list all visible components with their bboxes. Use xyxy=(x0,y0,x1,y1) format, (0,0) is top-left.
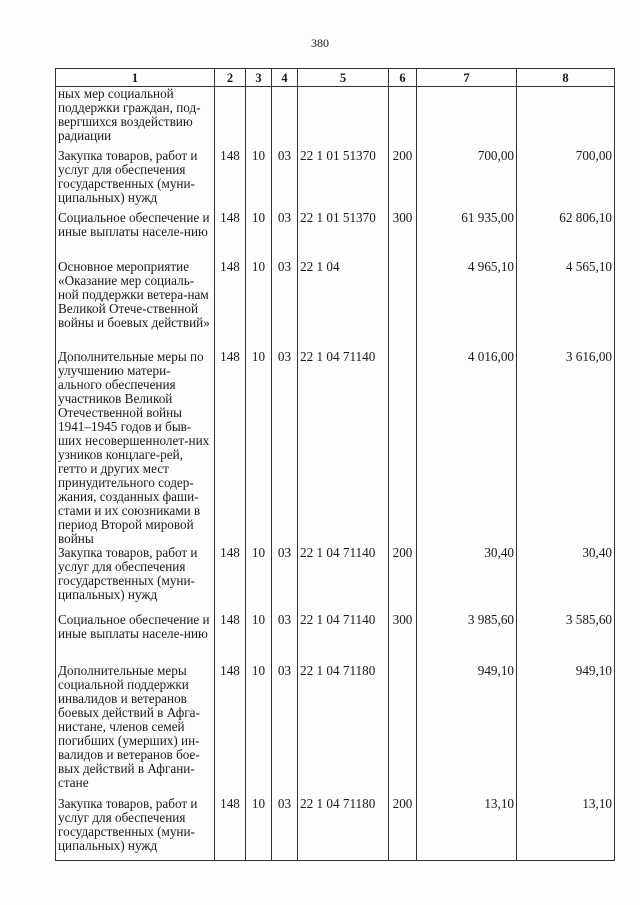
cell-target-article: 22 1 04 71140 xyxy=(298,350,389,546)
cell-expense-type xyxy=(389,87,417,149)
cell-subsection: 03 xyxy=(272,350,298,546)
budget-table xyxy=(55,68,615,861)
cell-amount-8 xyxy=(517,87,615,149)
cell-section: 10 xyxy=(246,149,272,211)
cell-admin: 148 xyxy=(215,149,246,211)
cell-expense-type: 300 xyxy=(389,211,417,260)
cell-subsection: 03 xyxy=(272,260,298,350)
table-row xyxy=(56,797,615,861)
cell-section: 10 xyxy=(246,350,272,546)
cell-amount-7: 4 016,00 xyxy=(417,350,517,546)
cell-amount-7: 949,10 xyxy=(417,664,517,797)
cell-amount-8: 62 806,10 xyxy=(517,211,615,260)
cell-expense-type xyxy=(389,350,417,546)
cell-target-article: 22 1 04 71180 xyxy=(298,797,389,861)
cell-subsection: 03 xyxy=(272,211,298,260)
table-row xyxy=(56,211,615,260)
column-header: 5 xyxy=(298,69,389,87)
cell-section: 10 xyxy=(246,797,272,861)
cell-section: 10 xyxy=(246,546,272,613)
column-header: 4 xyxy=(272,69,298,87)
cell-amount-8: 3 585,60 xyxy=(517,613,615,664)
cell-section: 10 xyxy=(246,260,272,350)
cell-amount-7: 30,40 xyxy=(417,546,517,613)
cell-amount-7 xyxy=(417,87,517,149)
cell-amount-7: 13,10 xyxy=(417,797,517,861)
header-row xyxy=(56,69,615,87)
cell-admin: 148 xyxy=(215,211,246,260)
cell-amount-8: 4 565,10 xyxy=(517,260,615,350)
column-header: 8 xyxy=(517,69,615,87)
cell-section: 10 xyxy=(246,664,272,797)
cell-target-article: 22 1 04 71140 xyxy=(298,613,389,664)
cell-expense-type: 200 xyxy=(389,797,417,861)
column-header: 6 xyxy=(389,69,417,87)
row-name: Социальное обеспечение и иные выплаты населе-нию xyxy=(56,613,215,664)
cell-target-article: 22 1 04 71140 xyxy=(298,546,389,613)
cell-target-article: 22 1 04 xyxy=(298,260,389,350)
cell-amount-7: 61 935,00 xyxy=(417,211,517,260)
row-name: Дополнительные меры социальной поддержки инвалидов и ветеранов боевых действий в Афга-нистане, членов семей погибших (умерших) ин-валидов и ветеранов бое-вых действий в Афгани-стане xyxy=(56,664,215,797)
row-name: Социальное обеспечение и иные выплаты населе-нию xyxy=(56,211,215,260)
cell-amount-7: 3 985,60 xyxy=(417,613,517,664)
cell-subsection: 03 xyxy=(272,613,298,664)
cell-amount-8: 13,10 xyxy=(517,797,615,861)
column-header: 3 xyxy=(246,69,272,87)
cell-expense-type xyxy=(389,260,417,350)
table-row xyxy=(56,87,615,149)
cell-subsection xyxy=(272,87,298,149)
cell-admin: 148 xyxy=(215,613,246,664)
cell-expense-type: 200 xyxy=(389,149,417,211)
cell-amount-8: 3 616,00 xyxy=(517,350,615,546)
cell-target-article xyxy=(298,87,389,149)
cell-amount-8: 700,00 xyxy=(517,149,615,211)
cell-expense-type xyxy=(389,664,417,797)
table-row xyxy=(56,350,615,546)
cell-subsection: 03 xyxy=(272,664,298,797)
cell-admin: 148 xyxy=(215,350,246,546)
cell-target-article: 22 1 01 51370 xyxy=(298,149,389,211)
row-name: Дополнительные меры по улучшению матери-ального обеспечения участников Великой Отечественной войны 1941–1945 годов и быв-ших несовершеннолет-них узников концлаге-рей, гетто и других мест принудительного содер-жания, созданных фаши-стами и их союзниками в период Второй мировой войны xyxy=(56,350,215,546)
cell-section: 10 xyxy=(246,211,272,260)
cell-subsection: 03 xyxy=(272,149,298,211)
cell-subsection: 03 xyxy=(272,797,298,861)
row-name: Закупка товаров, работ и услуг для обеспечения государственных (муни-ципальных) нужд xyxy=(56,797,215,861)
row-name: Основное мероприятие «Оказание мер социаль-ной поддержки ветера-нам Великой Отече-ственной войны и боевых действий» xyxy=(56,260,215,350)
cell-admin: 148 xyxy=(215,797,246,861)
table-row xyxy=(56,546,615,613)
cell-section xyxy=(246,87,272,149)
cell-amount-8: 949,10 xyxy=(517,664,615,797)
row-name: ных мер социальной поддержки граждан, под-вергшихся воздействию радиации xyxy=(56,87,215,149)
cell-amount-7: 4 965,10 xyxy=(417,260,517,350)
cell-section: 10 xyxy=(246,613,272,664)
table-row xyxy=(56,260,615,350)
column-header: 7 xyxy=(417,69,517,87)
column-header: 1 xyxy=(56,69,215,87)
cell-amount-7: 700,00 xyxy=(417,149,517,211)
cell-target-article: 22 1 04 71180 xyxy=(298,664,389,797)
cell-subsection: 03 xyxy=(272,546,298,613)
cell-admin: 148 xyxy=(215,664,246,797)
cell-admin xyxy=(215,87,246,149)
cell-expense-type: 200 xyxy=(389,546,417,613)
page-number: 380 xyxy=(311,36,329,50)
column-header: 2 xyxy=(215,69,246,87)
cell-target-article: 22 1 01 51370 xyxy=(298,211,389,260)
cell-expense-type: 300 xyxy=(389,613,417,664)
cell-admin: 148 xyxy=(215,546,246,613)
table-row xyxy=(56,149,615,211)
row-name: Закупка товаров, работ и услуг для обеспечения государственных (муни-ципальных) нужд xyxy=(56,546,215,613)
table-row xyxy=(56,664,615,797)
cell-amount-8: 30,40 xyxy=(517,546,615,613)
table-row xyxy=(56,613,615,664)
row-name: Закупка товаров, работ и услуг для обеспечения государственных (муни-ципальных) нужд xyxy=(56,149,215,211)
cell-admin: 148 xyxy=(215,260,246,350)
